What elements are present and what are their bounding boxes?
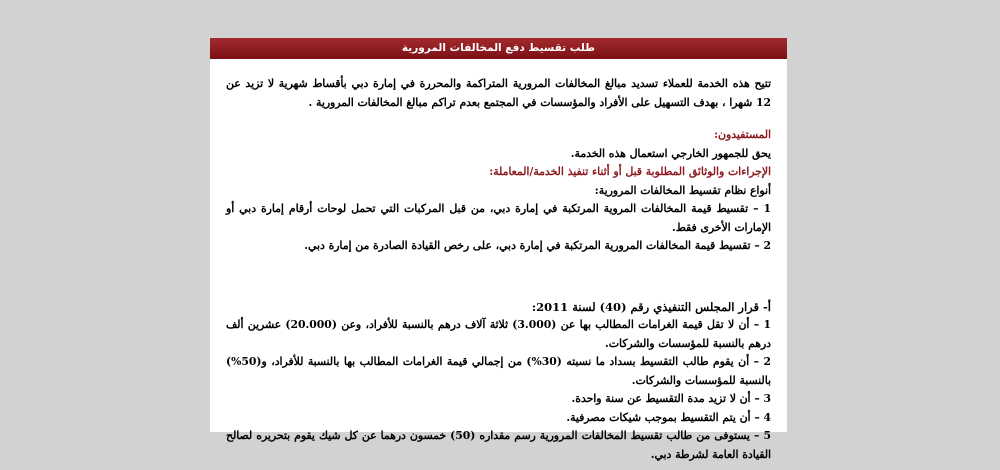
page-title: طلب تقسيط دفع المخالفات المرورية (210, 38, 787, 59)
service-description (210, 59, 787, 464)
decision-heading: أ- قرار المجلس التنفيذي رقم (40) لسنة 2011: (531, 299, 771, 314)
intro-paragraph: تتيح هذه الخدمة للعملاء تسديد مبالغ المخالفات المرورية المتراكمة والمحررة في إمارة دبي بأقساط شهرية لا تزيد عن 12 شهرا ، بهدف التسهيل على الأفراد والمؤسسات في المجتمع بعدم تراكم مبالغ المخالفات المرورية . (226, 77, 771, 109)
list-item: 1 – أن لا تقل قيمة الغرامات المطالب بها عن (3.000) ثلاثة آلاف درهم بالنسبة للأفراد، وعن (20.000) عشرين ألف درهم بالنسبة للمؤسسات والشركات. (226, 318, 771, 350)
content-panel (210, 38, 787, 461)
list-item: 1 – تقسيط قيمة المخالفات المروية المرتكبة في إمارة دبي، من قبل المركبات التي تحمل لوحات أرقام إمارة دبي أو الإمارات الأخرى فقط. (226, 202, 771, 234)
list-item: 2 – أن يقوم طالب التقسيط بسداد ما نسبته (30%) من إجمالي قيمة الغرامات المطالب بها بالنسبة للأفراد، و(50%) بالنسبة للمؤسسات والشركات. (226, 355, 771, 387)
beneficiaries-heading: المستفيدون: (714, 128, 771, 141)
list-item: 3 – أن لا تزيد مدة التقسيط عن سنة واحدة. (571, 392, 771, 405)
list-item: 2 – تقسيط قيمة المخالفات المرورية المرتكبة في إمارة دبي، على رخص القيادة الصادرة من إمارة دبي. (304, 239, 771, 252)
list-item: 5 – يستوفى من طالب تقسيط المخالفات المرورية رسم مقداره (50) خمسون درهما عن كل شيك يقوم بتحريره لصالح القيادة العامة لشرطة دبي. (226, 429, 771, 461)
beneficiaries-text: يحق للجمهور الخارجي استعمال هذه الخدمة. (570, 146, 771, 160)
list-item: 4 – أن يتم التقسيط بموجب شيكات مصرفية. (566, 410, 771, 424)
types-heading: أنواع نظام تقسيط المخالفات المرورية: (594, 183, 771, 197)
procedures-heading: الإجراءات والوثائق المطلوبة قبل أو أثناء تنفيذ الخدمة/المعاملة: (489, 165, 771, 178)
